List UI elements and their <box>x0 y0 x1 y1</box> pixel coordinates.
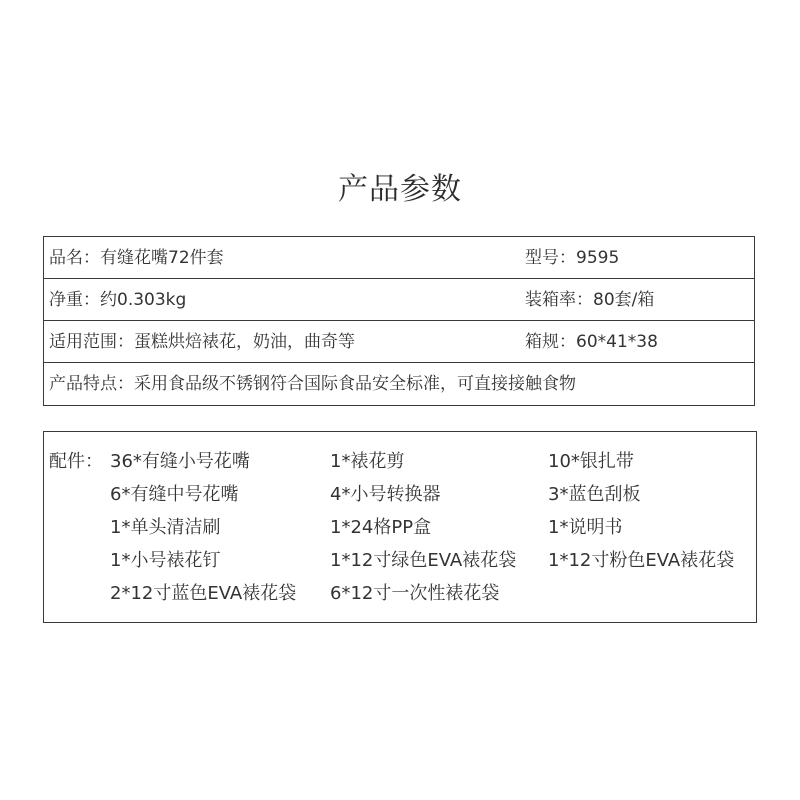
spec-row <box>44 321 754 363</box>
accessory-item: 1*小号裱花钉 <box>110 550 221 571</box>
accessory-item: 1*裱花剪 <box>330 451 405 472</box>
accessory-item: 1*单头清洁刷 <box>110 517 221 538</box>
packing-rate: 装箱率：80套/箱 <box>525 290 655 310</box>
accessory-item: 6*有缝中号花嘴 <box>110 484 239 505</box>
accessory-item: 3*蓝色刮板 <box>548 484 641 505</box>
accessory-item: 2*12寸蓝色EVA裱花袋 <box>110 583 297 604</box>
spec-row <box>44 279 754 321</box>
model-number: 型号：9595 <box>525 248 620 268</box>
accessory-item: 1*说明书 <box>548 517 623 538</box>
spec-row <box>44 237 754 279</box>
accessories-label: 配件： <box>49 451 103 472</box>
accessory-item: 1*12寸粉色EVA裱花袋 <box>548 550 735 571</box>
accessory-item: 1*24格PP盒 <box>330 517 432 538</box>
usage-scope: 适用范围：蛋糕烘焙裱花，奶油，曲奇等 <box>49 332 355 352</box>
product-features: 产品特点：采用食品级不锈钢符合国际食品安全标准，可直接接触食物 <box>49 374 576 394</box>
spec-row <box>44 363 754 405</box>
accessory-item: 1*12寸绿色EVA裱花袋 <box>330 550 517 571</box>
accessory-item: 4*小号转换器 <box>330 484 441 505</box>
product-name: 品名：有缝花嘴72件套 <box>49 248 224 268</box>
box-size: 箱规：60*41*38 <box>525 332 658 352</box>
accessory-item: 36*有缝小号花嘴 <box>110 451 250 472</box>
accessories-box <box>43 431 757 623</box>
accessory-item: 10*银扎带 <box>548 451 634 472</box>
page-title: 产品参数 <box>338 172 462 207</box>
spec-table <box>43 236 755 406</box>
net-weight: 净重：约0.303kg <box>49 290 187 310</box>
accessory-item: 6*12寸一次性裱花袋 <box>330 583 500 604</box>
